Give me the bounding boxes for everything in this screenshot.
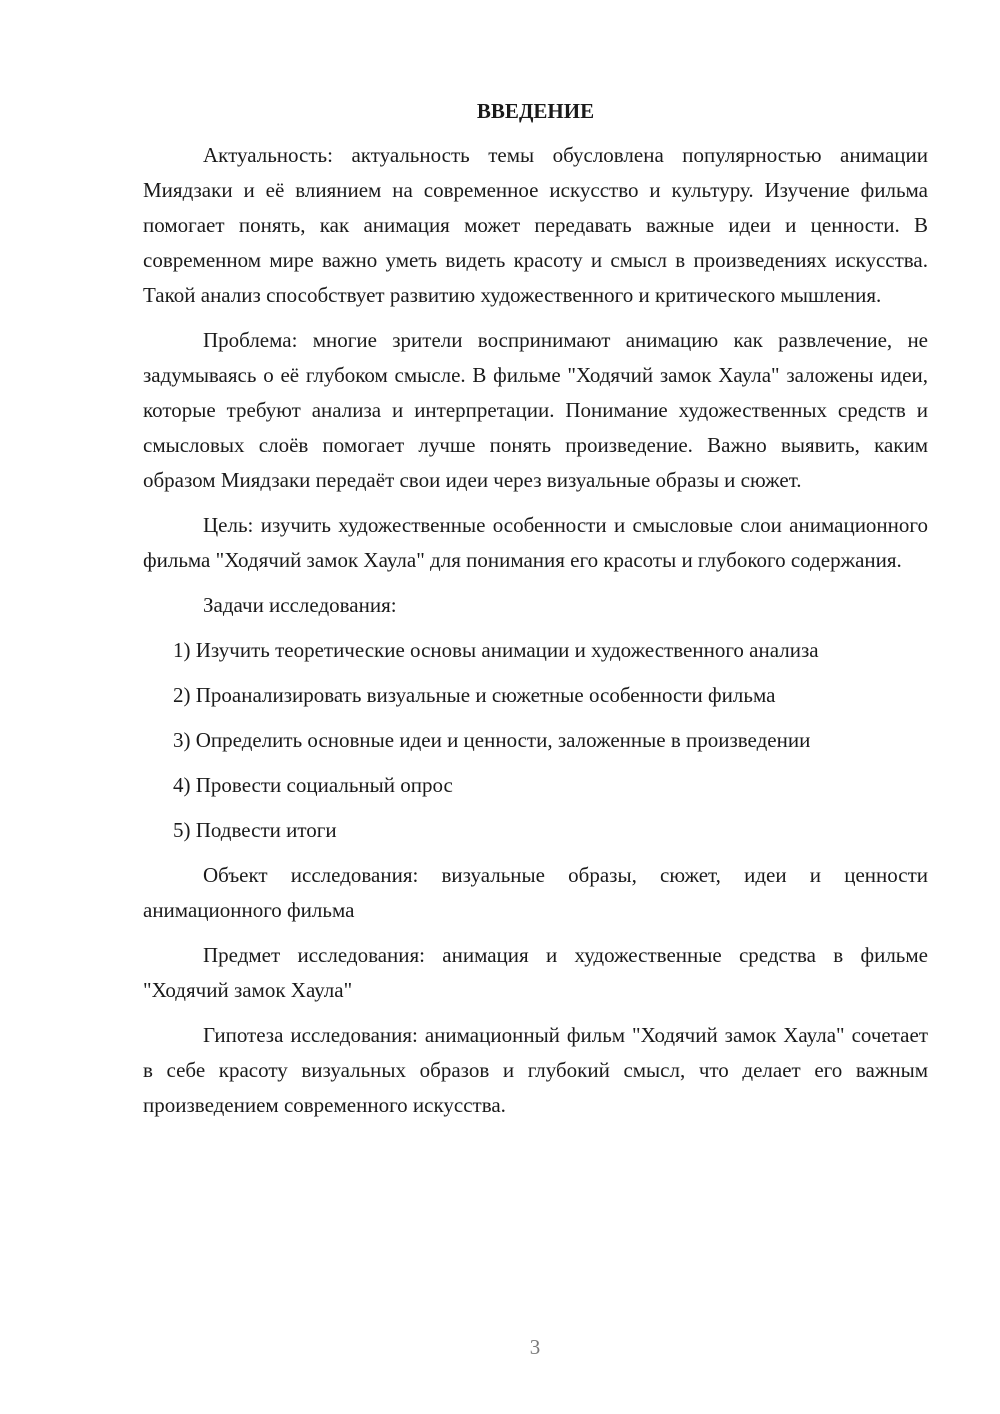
paragraph-problem: Проблема: многие зрители воспринимают анимацию как развлечение, не задумываясь о её глубоком смысле. В фильме "Ходячий замок Хаула" заложены идеи, которые требуют анализа и интерпретации. Понимание художественных средств и смысловых слоёв помогает лучше понять произведение. Важно выявить, каким образом Миядзаки передаёт свои идеи через визуальные образы и сюжет.	[143, 328, 928, 492]
paragraph-subject: Предмет исследования: анимация и художественные средства в фильме "Ходячий замок Хаула"	[143, 943, 928, 1002]
tasks-list	[143, 633, 928, 848]
page-number: 3	[529, 1335, 541, 1359]
paragraph-relevance: Актуальность: актуальность темы обусловлена популярностью анимации Миядзаки и её влиянием на современное искусство и культуру. Изучение фильма помогает понять, как анимация может передавать важные идеи и ценности. В современном мире важно уметь видеть красоту и смысл в произведениях искусства. Такой анализ способствует развитию художественного и критического мышления.	[143, 143, 928, 307]
paragraph-hypothesis: Гипотеза исследования: анимационный фильм "Ходячий замок Хаула" сочетает в себе красоту визуальных образов и глубокий смысл, что делает его важным произведением современного искусства.	[143, 1023, 928, 1117]
list-item: 5) Подвести итоги	[173, 818, 337, 842]
page-content	[143, 96, 928, 1133]
paragraph-goal: Цель: изучить художественные особенности и смысловые слои анимационного фильма "Ходячий замок Хаула" для понимания его красоты и глубокого содержания.	[143, 513, 928, 572]
paragraph-tasks-heading: Задачи исследования:	[203, 593, 397, 617]
list-item: 3) Определить основные идеи и ценности, заложенные в произведении	[173, 728, 811, 752]
page-title: ВВЕДЕНИЕ	[476, 99, 595, 123]
list-item: 2) Проанализировать визуальные и сюжетные особенности фильма	[173, 683, 776, 707]
list-item: 4) Провести социальный опрос	[173, 773, 453, 797]
paragraph-object: Объект исследования: визуальные образы, сюжет, идеи и ценности анимационного фильма	[143, 863, 928, 922]
list-item: 1) Изучить теоретические основы анимации и художественного анализа	[173, 638, 819, 662]
